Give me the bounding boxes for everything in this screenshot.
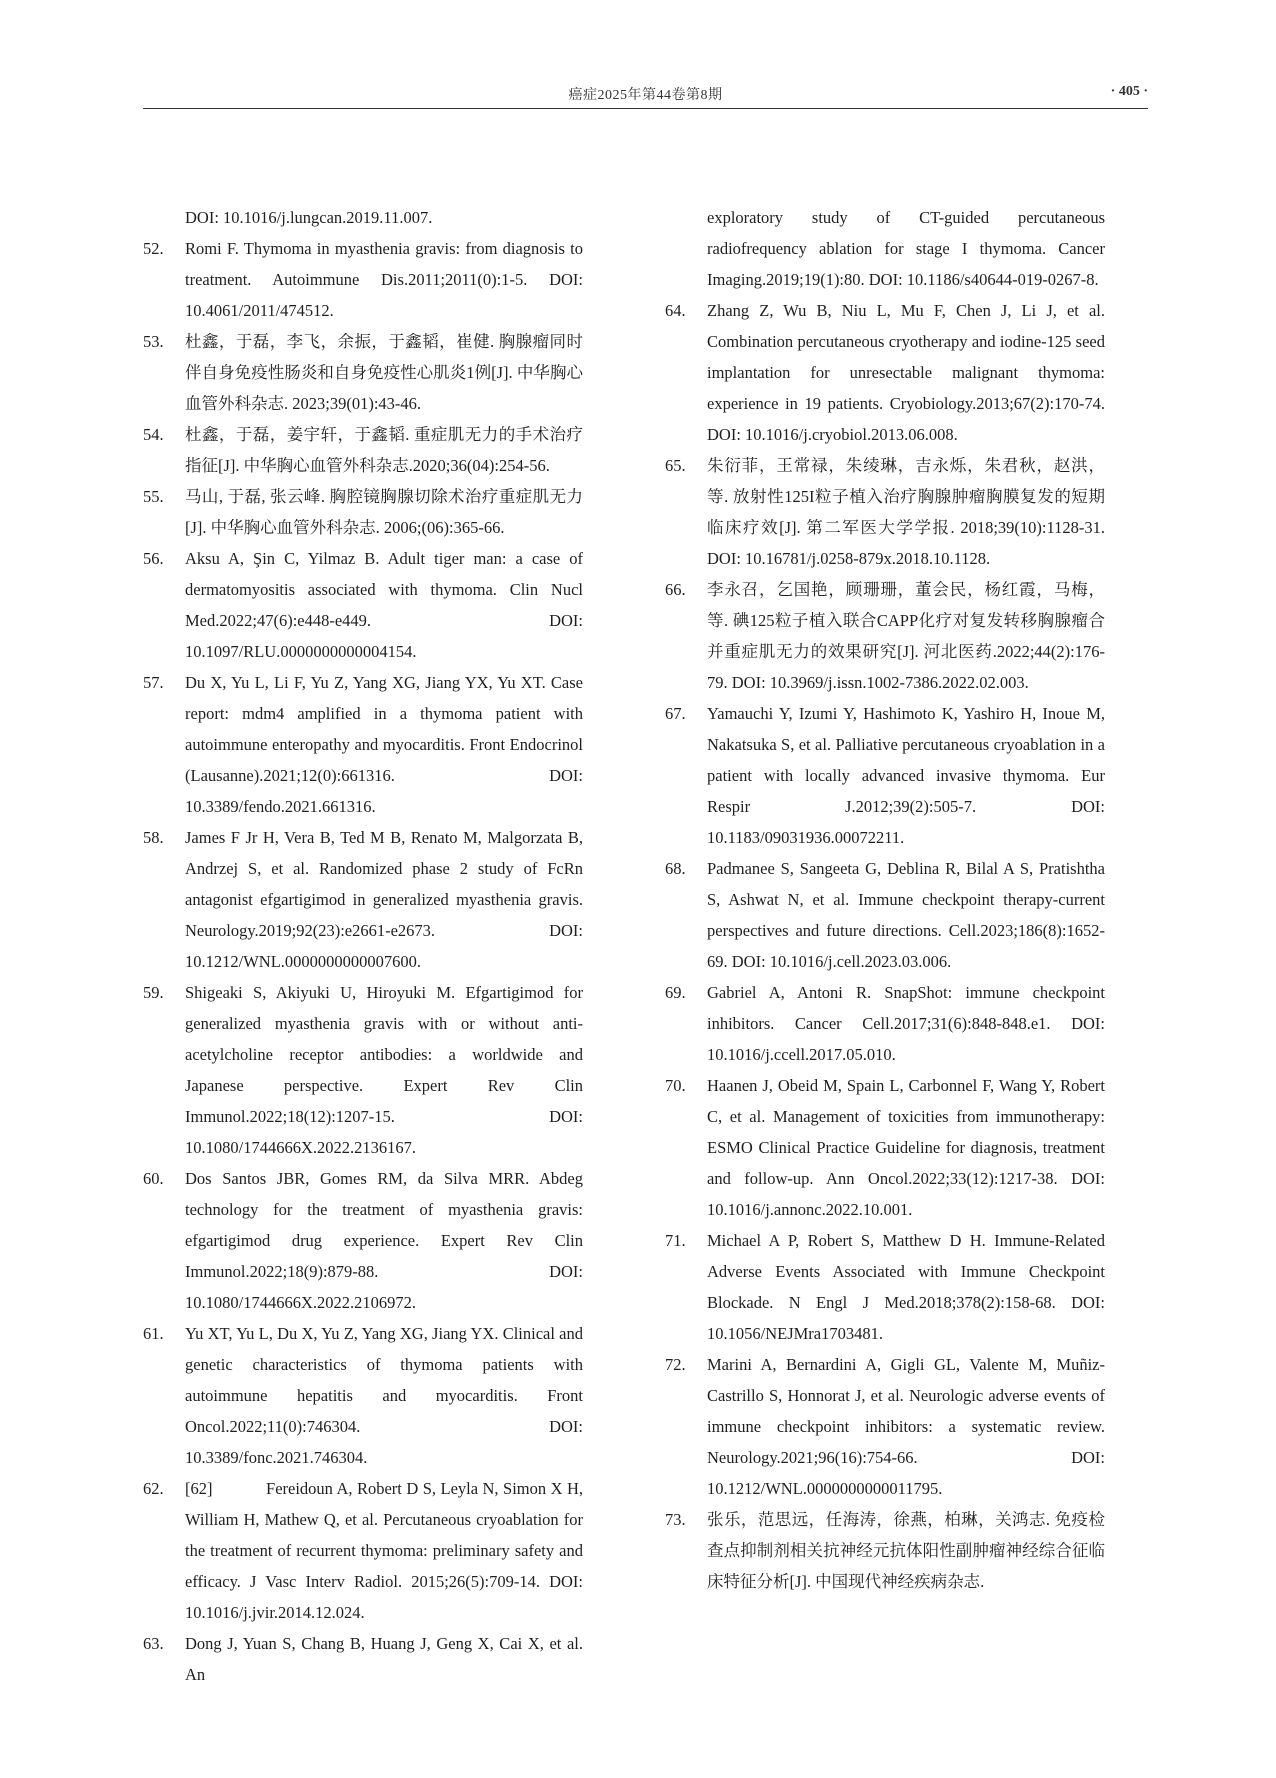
page-number: · 405 ·: [1110, 84, 1148, 99]
reference-text: Gabriel A, Antoni R. SnapShot: immune checkpoint inhibitors. Cancer Cell.2017;31(6):848-848.e1. DOI: 10.1016/j.ccell.2017.05.010.: [707, 983, 1105, 1064]
reference-number: 73.: [665, 1510, 686, 1529]
reference-text: 张乐，范思远，任海涛，徐燕，柏琳，关鸿志. 免疫检查点抑制剂相关抗神经元抗体阳性副肿瘤神经综合征临床特征分析[J]. 中国现代神经疾病杂志.: [707, 1510, 1105, 1591]
reference-text: 朱衍菲，王常禄，朱绫琳，吉永烁，朱君秋，赵洪，等. 放射性125I粒子植入治疗胸腺肿瘤胸膜复发的短期临床疗效[J]. 第二军医大学学报. 2018;39(10):1128-31. DOI: 10.16781/j.0258-879x.2018.10.1128.: [707, 456, 1105, 568]
reference-text: Zhang Z, Wu B, Niu L, Mu F, Chen J, Li J, et al. Combination percutaneous cryotherapy and iodine-125 seed implantation for unresectable malignant thymoma: experience in 19 patients. Cryobiology.2013;67(2):170-74. DOI: 10.1016/j.cryobiol.2013.06.008.: [707, 301, 1105, 444]
running-header: [143, 82, 1148, 109]
reference-item: [143, 1473, 588, 1628]
reference-number: 69.: [665, 983, 686, 1002]
reference-item: [665, 295, 1105, 450]
reference-text: Yu XT, Yu L, Du X, Yu Z, Yang XG, Jiang YX. Clinical and genetic characteristics of thymoma patients with autoimmune hepatitis and myocarditis. Front Oncol.2022;11(0):746304. DOI: 10.3389/fonc.2021.746304.: [185, 1324, 583, 1467]
reference-item: [143, 977, 583, 1163]
reference-number: 58.: [143, 828, 164, 847]
reference-item: [665, 574, 1105, 698]
reference-number: 70.: [665, 1076, 686, 1095]
reference-item: [143, 667, 583, 822]
reference-item: [143, 1318, 583, 1473]
reference-item: [665, 1070, 1105, 1225]
reference-number: 67.: [665, 704, 686, 723]
reference-number: 55.: [143, 487, 164, 506]
reference-item: [665, 977, 1105, 1070]
reference-number: 53.: [143, 332, 164, 351]
reference-text: Michael A P, Robert S, Matthew D H. Immune-Related Adverse Events Associated with Immune Checkpoint Blockade. N Engl J Med.2018;378(2):158-68. DOI: 10.1056/NEJMra1703481.: [707, 1231, 1105, 1343]
journal-issue-title: 癌症2025年第44卷第8期: [568, 88, 723, 103]
reference-item: [665, 698, 1105, 853]
reference-number: 56.: [143, 549, 164, 568]
reference-number: 54.: [143, 425, 164, 444]
reference-text: Marini A, Bernardini A, Gigli GL, Valente M, Muñiz-Castrillo S, Honnorat J, et al. Neurologic adverse events of immune checkpoint inhibitors: a systematic review. Neurology.2021;96(16):754-66. DOI: 10.1212/WNL.0000000000011795.: [707, 1355, 1105, 1498]
reference-item: [143, 822, 583, 977]
reference-number: 63.: [143, 1634, 164, 1653]
reference-number: 65.: [665, 456, 686, 475]
reference-item: [665, 1504, 1105, 1597]
reference-text: James F Jr H, Vera B, Ted M B, Renato M, Malgorzata B, Andrzej S, et al. Randomized phase 2 study of FcRn antagonist efgartigimod in generalized myasthenia gravis. Neurology.2019;92(23):e2661-e2673. DOI: 10.1212/WNL.0000000000007600.: [185, 828, 583, 971]
reference-number: 66.: [665, 580, 686, 599]
reference-item: [143, 543, 583, 667]
reference-text: Haanen J, Obeid M, Spain L, Carbonnel F, Wang Y, Robert C, et al. Management of toxicities from immunotherapy: ESMO Clinical Practice Guideline for diagnosis, treatment and follow-up. Ann Oncol.2022;33(12):1217-38. DOI: 10.1016/j.annonc.2022.10.001.: [707, 1076, 1105, 1219]
reference-item: [143, 1163, 583, 1318]
reference-text: Yamauchi Y, Izumi Y, Hashimoto K, Yashiro H, Inoue M, Nakatsuka S, et al. Palliative percutaneous cryoablation in a patient with locally advanced invasive thymoma. Eur Respir J.2012;39(2):505-7. DOI: 10.1183/09031936.00072211.: [707, 704, 1105, 847]
reference-text: Romi F. Thymoma in myasthenia gravis: from diagnosis to treatment. Autoimmune Dis.2011;2011(0):1-5. DOI: 10.4061/2011/474512.: [185, 239, 583, 320]
reference-number: 72.: [665, 1355, 686, 1374]
reference-number: 64.: [665, 301, 686, 320]
reference-item: [143, 1628, 583, 1690]
reference-item: [143, 326, 583, 419]
reference-number: 71.: [665, 1231, 686, 1250]
reference-text: [62] Fereidoun A, Robert D S, Leyla N, Simon X H, William H, Mathew Q, et al. Percutaneous cryoablation for the treatment of recurrent thymoma: preliminary safety and efficacy. J Vasc Interv Radiol. 2015;26(5):709-14. DOI: 10.1016/j.jvir.2014.12.024.: [185, 1479, 588, 1622]
reference-text: Padmanee S, Sangeeta G, Deblina R, Bilal A S, Pratishtha S, Ashwat N, et al. Immune checkpoint therapy-current perspectives and future directions. Cell.2023;186(8):1652-69. DOI: 10.1016/j.cell.2023.03.006.: [707, 859, 1105, 971]
reference-number: 52.: [143, 239, 164, 258]
reference-text: 李永召，乞国艳，顾珊珊，董会民，杨红霞，马梅，等. 碘125粒子植入联合CAPP化疗对复发转移胸腺瘤合并重症肌无力的效果研究[J]. 河北医药.2022;44(2):176-79. DOI: 10.3969/j.issn.1002-7386.2022.02.003.: [707, 580, 1105, 692]
reference-column-left: [143, 202, 588, 1690]
reference-continuation: exploratory study of CT-guided percutaneous radiofrequency ablation for stage I thymoma. Cancer Imaging.2019;19(1):80. DOI: 10.1186/s40644-019-0267-8.: [707, 208, 1105, 289]
reference-item: [665, 853, 1105, 977]
reference-text: 杜鑫，于磊，李飞，余振，于鑫韬，崔健. 胸腺瘤同时伴自身免疫性肠炎和自身免疫性心肌炎1例[J]. 中华胸心血管外科杂志. 2023;39(01):43-46.: [185, 332, 583, 413]
reference-number: 59.: [143, 983, 164, 1002]
reference-number: 60.: [143, 1169, 164, 1188]
reference-continuation: DOI: 10.1016/j.lungcan.2019.11.007.: [185, 208, 433, 227]
reference-text: Dong J, Yuan S, Chang B, Huang J, Geng X, Cai X, et al. An: [185, 1634, 583, 1684]
reference-number: 68.: [665, 859, 686, 878]
reference-number: 57.: [143, 673, 164, 692]
reference-text: 马山, 于磊, 张云峰. 胸腔镜胸腺切除术治疗重症肌无力[J]. 中华胸心血管外科杂志. 2006;(06):365-66.: [185, 487, 583, 537]
reference-text: Dos Santos JBR, Gomes RM, da Silva MRR. Abdeg technology for the treatment of myasthenia gravis: efgartigimod drug experience. Expert Rev Clin Immunol.2022;18(9):879-88. DOI: 10.1080/1744666X.2022.2106972.: [185, 1169, 583, 1312]
reference-text: Du X, Yu L, Li F, Yu Z, Yang XG, Jiang YX, Yu XT. Case report: mdm4 amplified in a thymoma patient with autoimmune enteropathy and myocarditis. Front Endocrinol (Lausanne).2021;12(0):661316. DOI: 10.3389/fendo.2021.661316.: [185, 673, 583, 816]
reference-item: [143, 481, 583, 543]
reference-item: [665, 1225, 1105, 1349]
reference-item: [665, 1349, 1105, 1504]
reference-text: Aksu A, Şin C, Yilmaz B. Adult tiger man: a case of dermatomyositis associated with thymoma. Clin Nucl Med.2022;47(6):e448-e449. DOI: 10.1097/RLU.0000000000004154.: [185, 549, 583, 661]
reference-number: 62.: [143, 1479, 164, 1498]
reference-number: 61.: [143, 1324, 164, 1343]
reference-item: [665, 450, 1105, 574]
reference-item: [143, 419, 583, 481]
reference-text: Shigeaki S, Akiyuki U, Hiroyuki M. Efgartigimod for generalized myasthenia gravis with or without anti-acetylcholine receptor antibodies: a worldwide and Japanese perspective. Expert Rev Clin Immunol.2022;18(12):1207-15. DOI: 10.1080/1744666X.2022.2136167.: [185, 983, 583, 1157]
reference-text: 杜鑫，于磊，姜宇轩，于鑫韬. 重症肌无力的手术治疗指征[J]. 中华胸心血管外科杂志.2020;36(04):254-56.: [185, 425, 583, 475]
reference-column-right: [665, 202, 1105, 1597]
reference-item: [143, 233, 583, 326]
